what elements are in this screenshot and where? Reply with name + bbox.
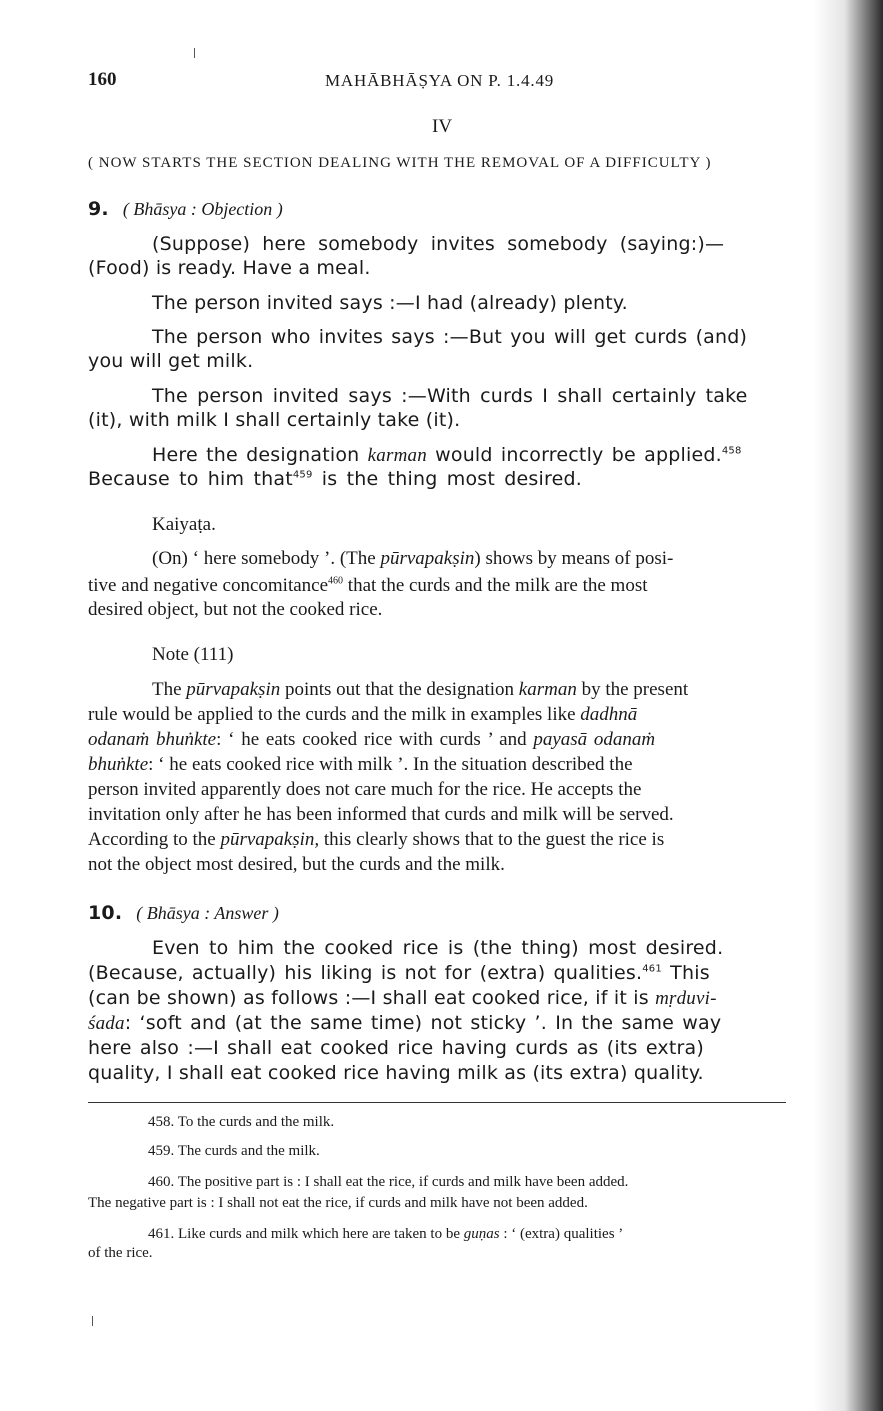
footnote-ref: 460: [328, 575, 344, 587]
text-line: you will get milk.: [88, 350, 254, 372]
text-span: tive and negative concomitance: [88, 575, 329, 596]
text-line: desired object, but not the cooked rice.: [88, 599, 383, 620]
term-purvapaksin: pūrvapakṣin: [380, 548, 475, 569]
term-sada: śada: [88, 1013, 125, 1034]
page-edge-shadow: [813, 0, 883, 1411]
section-heading: ( NOW STARTS THE SECTION DEALING WITH THE REMOVAL OF A DIFFICULTY ): [88, 155, 712, 171]
text-line: (Food) is ready. Have a meal.: [88, 257, 371, 279]
text-span: : ‘soft and (at the same time) not sticky ’. In the same way: [124, 1012, 722, 1034]
text-line: here also :—I shall eat cooked rice having curds as (its extra): [88, 1037, 704, 1059]
text-span: : ‘ (extra) qualities ’: [499, 1226, 624, 1242]
text-line: [88, 468, 582, 490]
text-span: that the curds and the milk are the most: [343, 575, 648, 596]
term-gunas: guṇas: [463, 1226, 500, 1242]
text-line: The person invited says :—With curds I shall certainly take: [152, 385, 748, 407]
text-span: would incorrectly be applied.: [426, 444, 722, 466]
text-span: According to the: [88, 829, 221, 850]
text-span: : ‘ he eats cooked rice with curds ’ and: [216, 729, 534, 750]
text-span: 461. Like curds and milk which here are taken to be: [148, 1226, 464, 1242]
text-line: (Suppose) here somebody invites somebody (saying:)—: [152, 233, 725, 255]
text-line: person invited apparently does not care much for the rice. He accepts the: [88, 779, 642, 800]
paragraph-10-heading: [88, 902, 279, 924]
footnote-divider: [88, 1102, 786, 1103]
margin-mark: [194, 48, 195, 58]
text-span: : ‘ he eats cooked rice with milk ’. In the situation described the: [148, 754, 633, 775]
text-line: [88, 1012, 721, 1035]
text-line: Even to him the cooked rice is (the thing) most desired.: [152, 937, 724, 959]
paragraph-label: ( Bhāsya : Answer ): [136, 903, 279, 923]
text-span: this clearly shows that to the guest the rice is: [319, 829, 665, 850]
text-span: Because to him that: [88, 468, 293, 490]
text-span: ) shows by means of posi-: [474, 548, 674, 569]
text-line: quality, I shall eat cooked rice having milk as (its extra) quality.: [88, 1062, 704, 1084]
term-payasa-odanam: payasā odanaṁ: [533, 729, 656, 750]
footnote-461-cont: of the rice.: [88, 1245, 153, 1261]
text-line: [152, 444, 742, 467]
text-line: not the object most desired, but the curds and the milk.: [88, 854, 505, 875]
term-purvapaksin: pūrvapakṣin,: [220, 829, 320, 850]
note-heading: Note (111): [152, 644, 234, 665]
footnote-459: 459. The curds and the milk.: [148, 1143, 320, 1159]
term-purvapaksin: pūrvapakṣin: [186, 679, 281, 700]
text-span: is the thing most desired.: [312, 468, 582, 490]
text-line: [152, 679, 688, 701]
paragraph-9-heading: [88, 198, 283, 220]
page-number: 160: [88, 69, 117, 90]
text-line: The person invited says :—I had (already) plenty.: [152, 292, 628, 314]
footnote-ref: 461: [642, 963, 662, 975]
text-span: (can be shown) as follows :—I shall eat cooked rice, if it is: [88, 987, 656, 1009]
running-title: MAHĀBHĀṢYA ON P. 1.4.49: [325, 71, 555, 90]
footnote-ref: 459: [292, 469, 313, 481]
text-line: [88, 987, 717, 1010]
term-bhunkte: bhuṅkte: [88, 754, 149, 775]
footnote-460-cont: The negative part is : I shall not eat the rice, if curds and milk have not been added.: [88, 1195, 588, 1211]
text-line: [88, 962, 710, 984]
footnote-460: 460. The positive part is : I shall eat the rice, if curds and milk have been added.: [148, 1174, 629, 1190]
text-span: This: [661, 962, 710, 984]
term-dadhna: dadhnā: [580, 704, 638, 725]
text-line: (it), with milk I shall certainly take (it).: [88, 409, 461, 431]
paragraph-label: ( Bhāsya : Objection ): [122, 199, 283, 219]
term-odanam-bhunkte: odanaṁ bhuṅkte: [88, 729, 217, 750]
paragraph-number: 9.: [88, 198, 109, 220]
text-span: rule would be applied to the curds and the milk in examples like: [88, 704, 581, 725]
text-line: [88, 704, 637, 726]
text-line: invitation only after he has been informed that curds and milk will be served.: [88, 804, 674, 825]
footnote-461: [148, 1226, 623, 1243]
footnote-ref: 458: [721, 445, 742, 457]
text-span: (On) ‘ here somebody ’. (The: [152, 548, 381, 569]
text-span: points out that the designation: [280, 679, 519, 700]
text-span: Here the designation: [152, 444, 368, 466]
text-line: [88, 729, 655, 751]
text-line: [88, 829, 664, 851]
text-line: [152, 548, 673, 570]
term-mrduvisada: mṛduvi-: [655, 988, 717, 1009]
text-span: (Because, actually) his liking is not for (extra) qualities.: [88, 962, 643, 984]
text-span: by the present: [576, 679, 689, 700]
text-line: The person who invites says :—But you will get curds (and): [152, 326, 748, 348]
text-span: The: [152, 679, 187, 700]
kaiyata-heading: Kaiyaṭa.: [152, 514, 216, 535]
footnote-458: 458. To the curds and the milk.: [148, 1114, 335, 1130]
section-number: IV: [432, 116, 453, 137]
term-karman: karman: [518, 679, 577, 700]
text-line: [88, 575, 648, 597]
margin-mark: [92, 1316, 93, 1326]
text-line: [88, 754, 633, 776]
term-karman: karman: [367, 445, 427, 466]
paragraph-number: 10.: [88, 902, 123, 924]
